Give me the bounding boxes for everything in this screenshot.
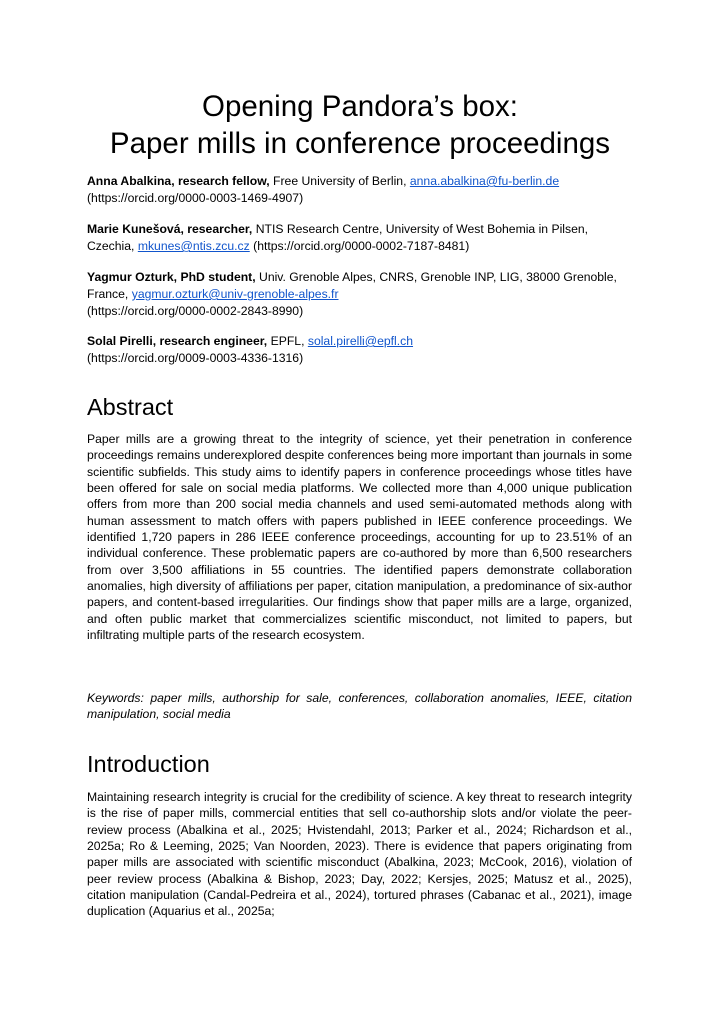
author-name-role: Anna Abalkina, research fellow, (87, 174, 270, 188)
keywords: Keywords: paper mills, authorship for sale, conferences, collaboration anomalies, IEEE, citation manipulation, social media (87, 691, 632, 722)
author-email-link[interactable]: solal.pirelli@epfl.ch (307, 334, 414, 348)
paper-title (60, 88, 660, 162)
author-affiliation: NTIS Research Centre, University of West Bohemia in Pilsen, Czechia, (87, 222, 589, 253)
author-2 (87, 221, 635, 255)
author-1 (87, 173, 635, 207)
author-orcid: (https://orcid.org/0000-0002-2843-8990) (87, 304, 304, 318)
author-email-link[interactable]: anna.abalkina@fu-berlin.de (409, 174, 560, 188)
author-email-link[interactable]: mkunes@ntis.zcu.cz (137, 239, 250, 253)
author-orcid: (https://orcid.org/0000-0002-7187-8481) (249, 239, 470, 253)
abstract-text: Paper mills are a growing threat to the integrity of science, yet their penetration in conference proceedings remains underexplored despite conferences being more important than journals in some scientific subfields. This study aims to identify papers in conference proceedings whose titles have been offered for sale on social media platforms. We collected more than 4,000 unique publication offers from more than 200 social media channels and used semi-automated methods along with human assessment to match offers with papers published in IEEE conference proceedings. We identified 1,720 papers in 286 IEEE conference proceedings, accounting for up to 23.51% of an individual conference. These problematic papers are co-authored by more than 6,500 researchers from over 3,500 affiliations in 55 countries. The identified papers demonstrate collaboration anomalies, high diversity of affiliations per paper, citation manipulation, a predominance of six-author papers, and content-based irregularities. Our findings show that paper mills are a large, organized, and often public market that commercializes scientific misconduct, not limited to papers, but infiltrating multiple parts of the research ecosystem. (87, 432, 632, 643)
author-affiliation: Univ. Grenoble Alpes, CNRS, Grenoble INP, LIG, 38000 Grenoble, France, (87, 270, 617, 301)
author-affiliation: Free University of Berlin, (269, 174, 410, 188)
author-name-role: Yagmur Ozturk, PhD student, (87, 270, 256, 284)
introduction-text: Maintaining research integrity is crucial for the credibility of science. A key threat to research integrity is the rise of paper mills, commercial entities that sell co-authorship slots and/or violate the peer-review process (Abalkina et al., 2025; Hvistendahl, 2013; Parker et al., 2024; Richardson et al., 2025a; Ro & Leeming, 2025; Van Noorden, 2023). There is evidence that papers originating from paper mills are associated with scientific misconduct (Abalkina, 2023; McCook, 2016), violation of peer review process (Abalkina & Bishop, 2023; Day, 2022; Kersjes, 2025; Matusz et al., 2025), citation manipulation (Candal-Pedreira et al., 2024), tortured phrases (Cabanac et al., 2021), image duplication (Aquarius et al., 2025a; (87, 790, 632, 919)
author-affiliation: EPFL, (267, 334, 308, 348)
author-name-role: Marie Kunešová, researcher, (87, 222, 253, 236)
abstract-heading: Abstract (87, 394, 174, 420)
introduction-heading: Introduction (87, 751, 210, 777)
author-3 (87, 269, 635, 320)
title-line-1: Opening Pandora’s box: (202, 90, 518, 123)
author-orcid: (https://orcid.org/0000-0003-1469-4907) (87, 191, 304, 205)
author-orcid: (https://orcid.org/0009-0003-4336-1316) (87, 351, 304, 365)
title-line-2: Paper mills in conference proceedings (109, 127, 611, 160)
author-email-link[interactable]: yagmur.ozturk@univ-grenoble-alpes.fr (131, 287, 339, 301)
author-name-role: Solal Pirelli, research engineer, (87, 334, 268, 348)
author-4 (87, 333, 635, 367)
